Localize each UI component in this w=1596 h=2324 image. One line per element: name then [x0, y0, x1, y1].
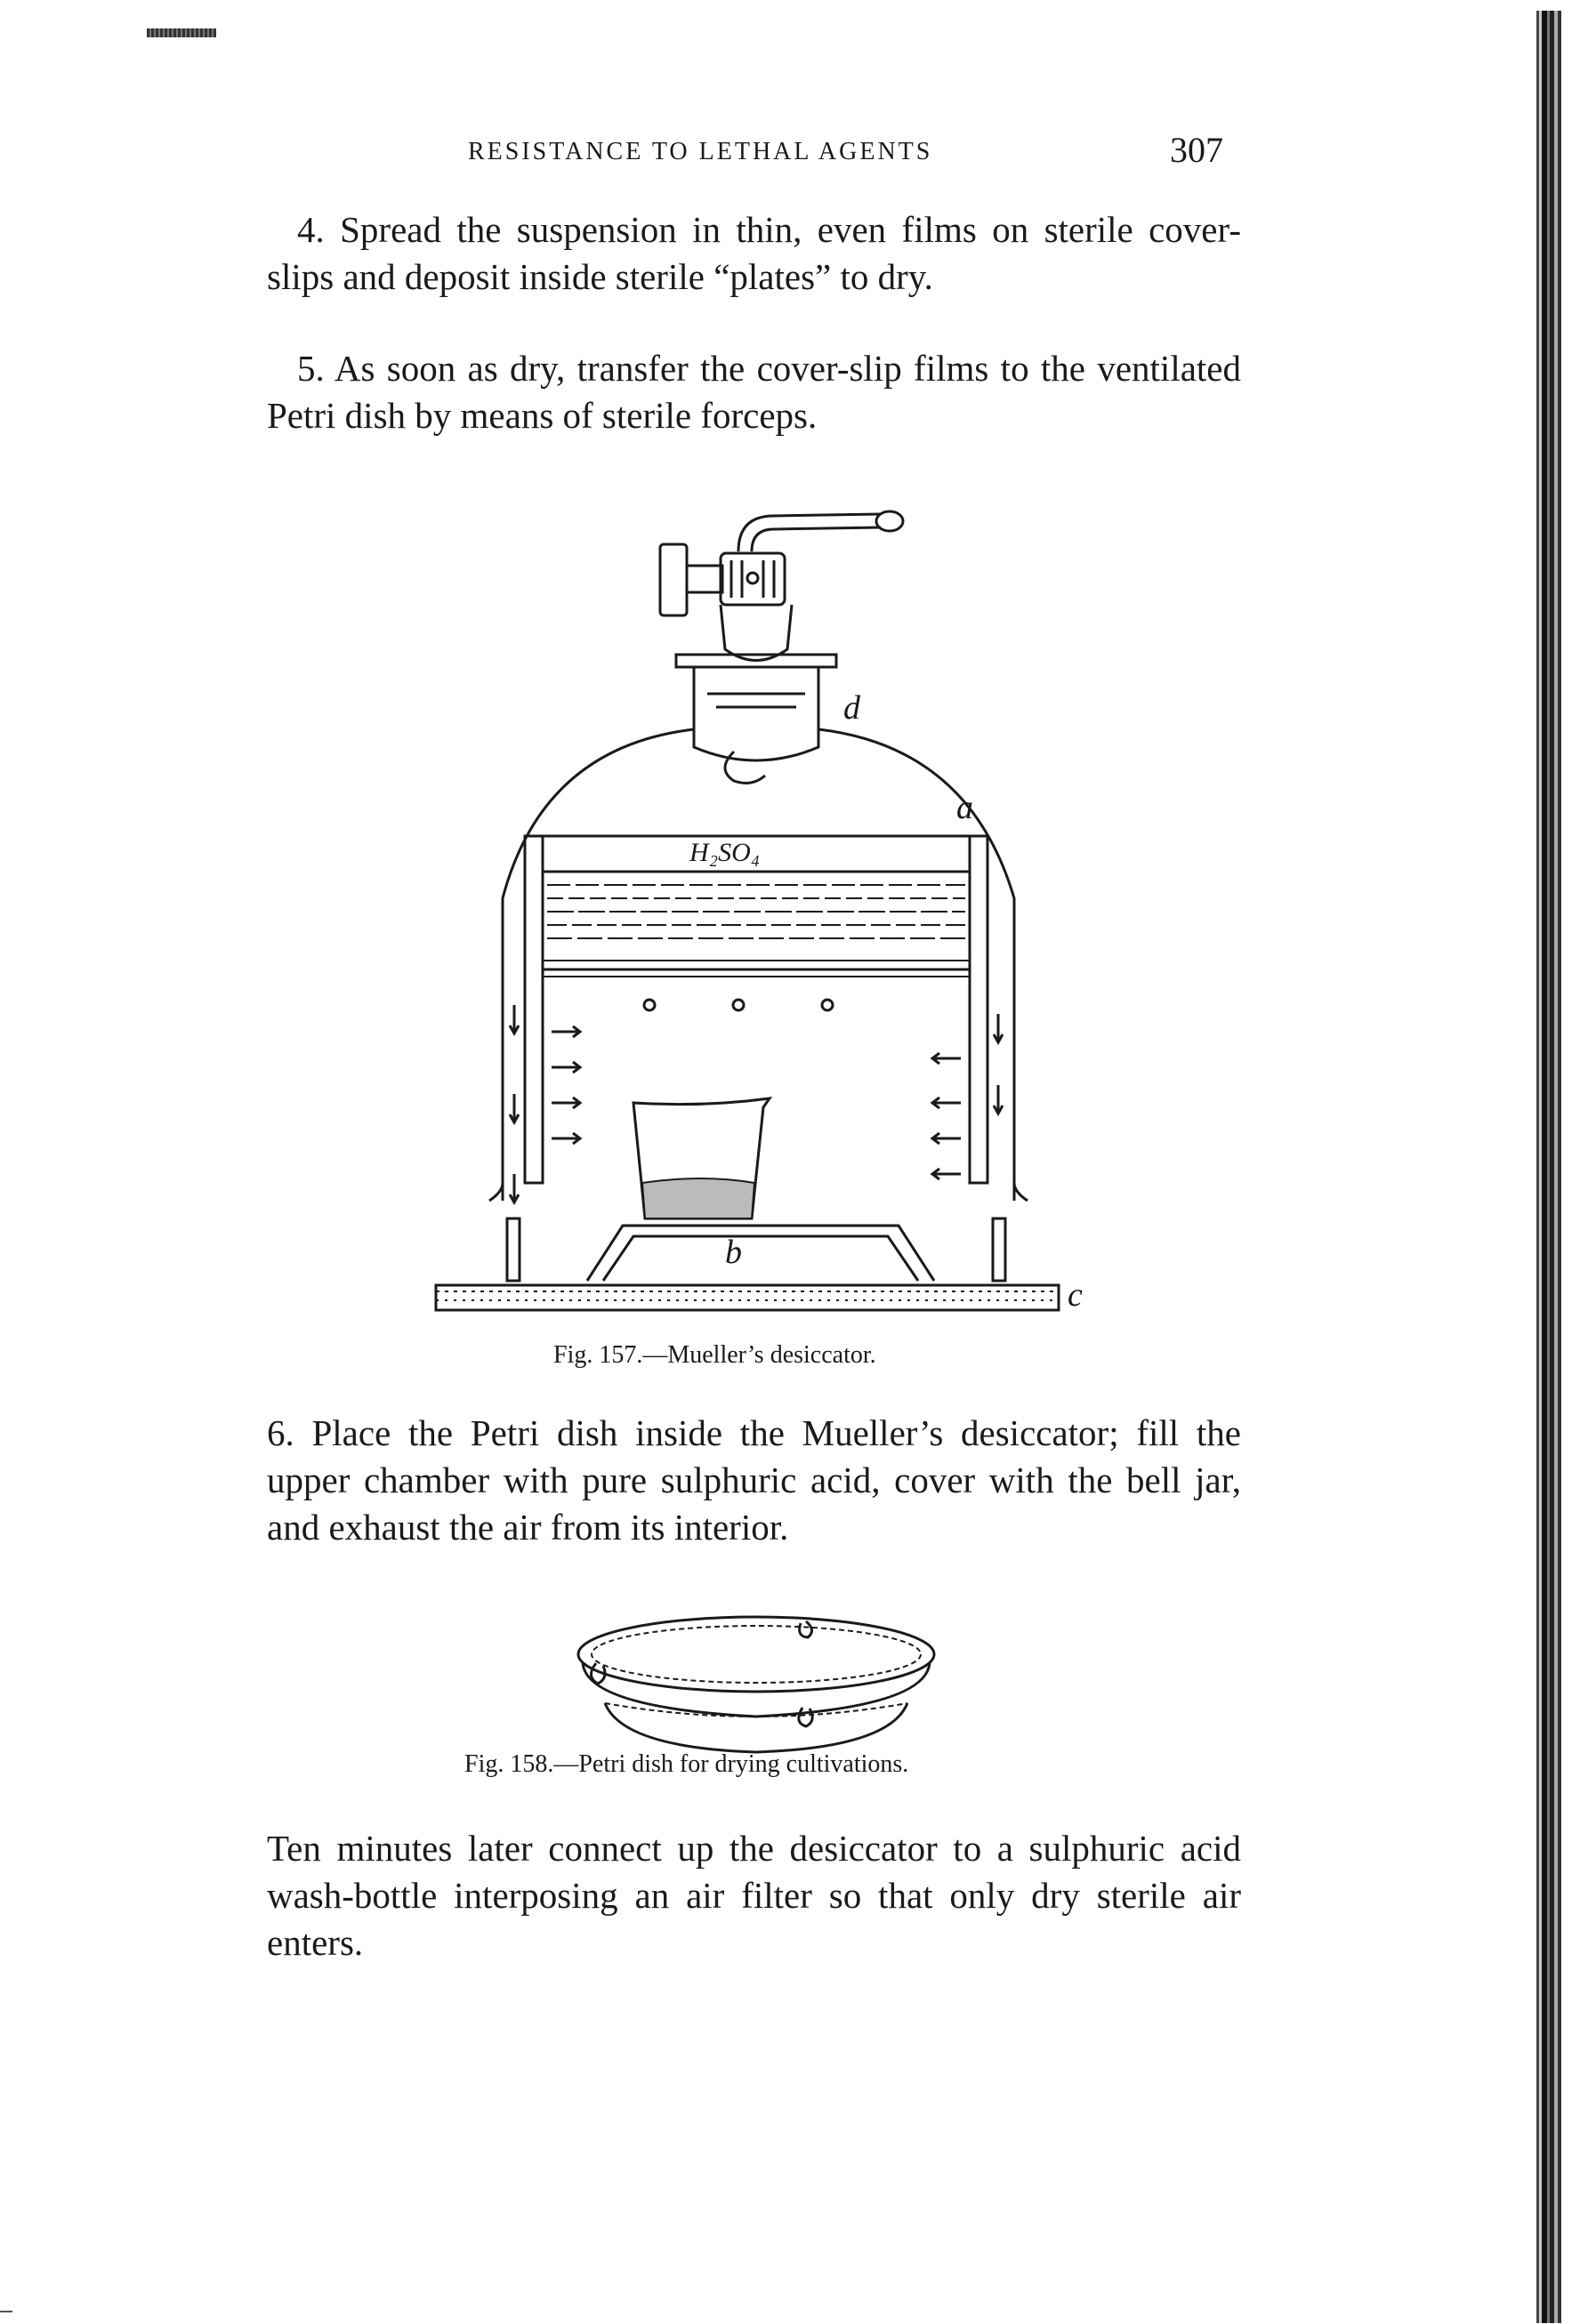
scan-margin-mark: [147, 28, 216, 37]
stopcock-handle: [660, 544, 687, 615]
stopper-neck: [721, 605, 792, 661]
base-plate: [436, 1285, 1059, 1310]
inner-wall-right: [970, 836, 987, 1183]
vent-hook-top: [800, 1621, 812, 1637]
paragraph-closing: Ten minutes later connect up the desiccator to a sulphuric acid wash-bottle interposing an air filter so that only dry sterile air enters.: [267, 1828, 1241, 1963]
stopper-body: [694, 667, 818, 760]
running-header: RESISTANCE TO LETHAL AGENTS: [468, 138, 933, 165]
figure-157-desiccator: [400, 480, 1094, 1325]
vent-hook-bottom: [799, 1708, 812, 1726]
paragraph-step-5: 5. As soon as dry, transfer the cover-slip films to the ventilated Petri dish by means of sterile forceps.: [267, 348, 1241, 436]
beaker-stand: [587, 1226, 934, 1281]
dish-lid-rim: [578, 1617, 934, 1692]
label-a: a: [956, 789, 973, 826]
page-number: 307: [1170, 130, 1223, 170]
bell-jar-right: [818, 729, 1014, 1201]
label-h2so4: H₂SO₄: [689, 838, 761, 867]
label-c: c: [1068, 1276, 1083, 1314]
scan-bottom-mark: [0, 2311, 12, 2312]
stopper-hook: [725, 752, 765, 783]
bell-jar-left: [503, 729, 694, 1201]
figure-158-caption: Fig. 158.—Petri dish for drying cultivations.: [464, 1750, 909, 1778]
tube-nozzle: [876, 511, 903, 531]
paragraph-step-6: 6. Place the Petri dish inside the Mueller’s desiccator; fill the upper chamber with pure sulphuric acid, cover with the bell jar, and exhaust the air from its interior.: [267, 1412, 1241, 1548]
book-binding-edge: [1535, 11, 1561, 2323]
inner-wall-left: [525, 836, 543, 1183]
figure-158-petri-dish: [569, 1605, 943, 1761]
label-b: b: [725, 1234, 742, 1271]
label-d: d: [843, 689, 860, 727]
figure-157-caption: Fig. 157.—Mueller’s desiccator.: [553, 1341, 876, 1369]
paragraph-step-4: 4. Spread the suspension in thin, even films on sterile cover-slips and deposit inside sterile “plates” to dry.: [267, 209, 1241, 297]
